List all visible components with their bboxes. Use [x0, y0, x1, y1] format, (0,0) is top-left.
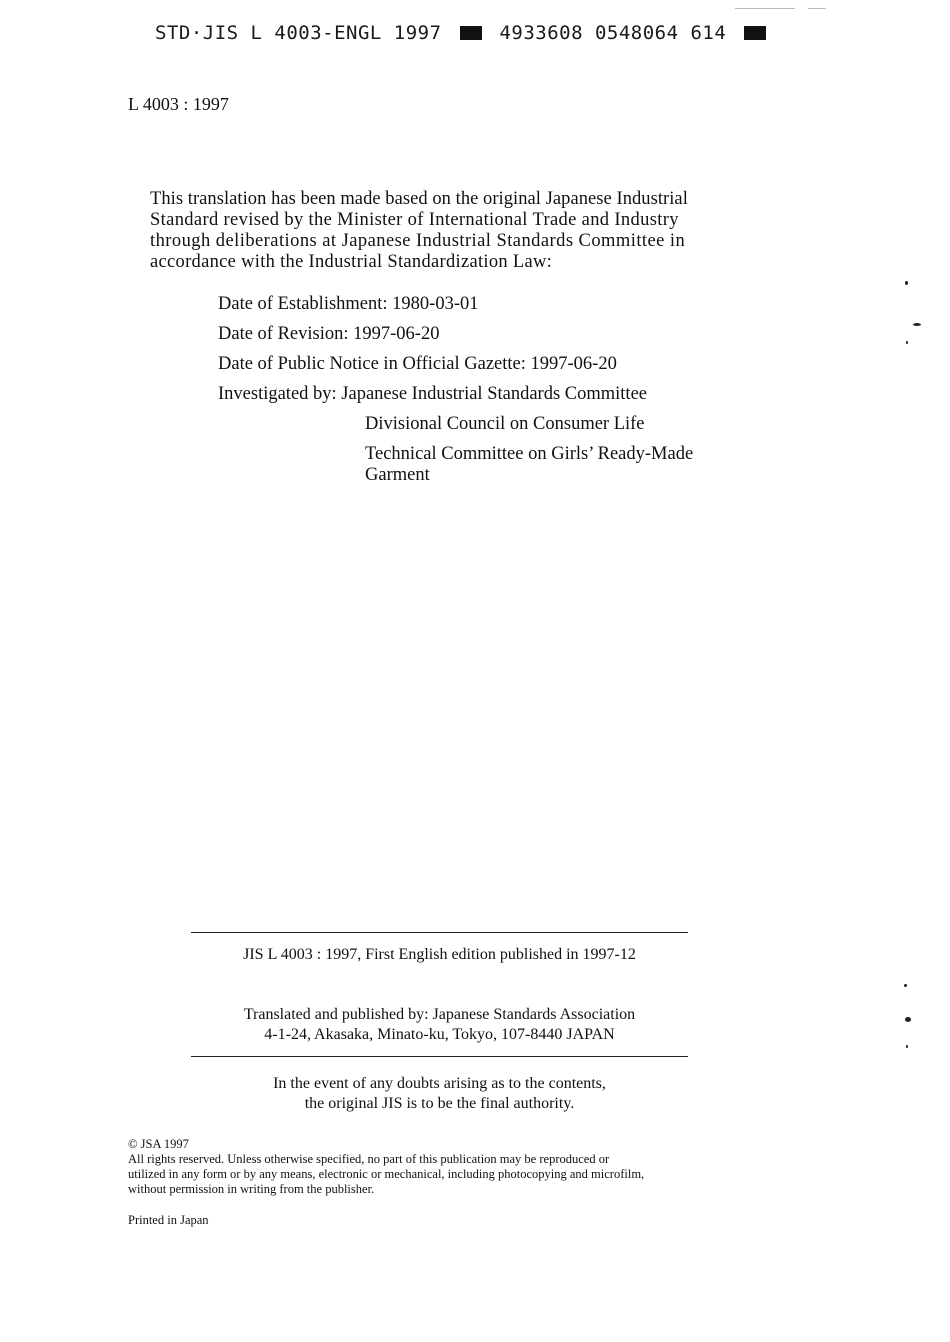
scan-artifact-line [808, 8, 826, 9]
standard-details [218, 294, 647, 414]
scan-speck [904, 984, 907, 987]
copyright-line: without permission in writing from the publisher. [128, 1182, 375, 1196]
scan-speck [905, 281, 908, 285]
edition-statement: JIS L 4003 : 1997, First English edition published in 1997-12 [243, 946, 636, 963]
investigated-by: Investigated by: Japanese Industrial Standards Committee [218, 384, 647, 404]
scan-speck [906, 341, 908, 344]
barcode-block-icon [744, 26, 766, 40]
publisher-name: Translated and published by: Japanese Standards Association [243, 1006, 636, 1023]
scan-artifact-line [735, 8, 795, 9]
technical-committee: Technical Committee on Girls’ Ready-Made [365, 444, 694, 464]
scan-speck [913, 323, 921, 326]
publisher-address: 4-1-24, Akasaka, Minato-ku, Tokyo, 107-8440 JAPAN [264, 1026, 615, 1043]
scan-speck [905, 1017, 911, 1022]
authority-note-line2: the original JIS is to be the final authority. [304, 1095, 575, 1112]
intro-line: Standard revised by the Minister of International Trade and Industry [150, 210, 679, 230]
printed-in: Printed in Japan [128, 1213, 209, 1227]
divider-top [191, 932, 688, 933]
investigating-council: Divisional Council on Consumer Life [365, 414, 645, 434]
date-of-establishment: Date of Establishment: 1980-03-01 [218, 294, 479, 314]
copyright-line: All rights reserved. Unless otherwise specified, no part of this publication may be reproduced or [128, 1152, 610, 1166]
intro-line: accordance with the Industrial Standardization Law: [150, 252, 553, 272]
document-number: L 4003 : 1997 [128, 94, 229, 114]
intro-paragraph [150, 189, 760, 273]
date-of-public-notice: Date of Public Notice in Official Gazette: 1997-06-20 [218, 354, 617, 374]
copyright-line: © JSA 1997 [128, 1137, 189, 1151]
copyright-notice [128, 1137, 768, 1197]
document-header-code [155, 22, 772, 44]
divider-bottom [191, 1056, 688, 1057]
header-code-right: 4933608 0548064 614 [499, 22, 727, 44]
intro-line: through deliberations at Japanese Industrial Standards Committee in [150, 231, 686, 251]
intro-line: This translation has been made based on the original Japanese Industrial [150, 189, 688, 209]
scan-speck [906, 1045, 908, 1048]
copyright-line: utilized in any form or by any means, electronic or mechanical, including photocopying and microfilm, [128, 1167, 645, 1181]
technical-committee-cont: Garment [365, 465, 430, 485]
authority-note-line1: In the event of any doubts arising as to the contents, [273, 1075, 606, 1092]
barcode-block-icon [460, 26, 482, 40]
header-code-left: STD·JIS L 4003-ENGL 1997 [155, 22, 442, 44]
date-of-revision: Date of Revision: 1997-06-20 [218, 324, 440, 344]
